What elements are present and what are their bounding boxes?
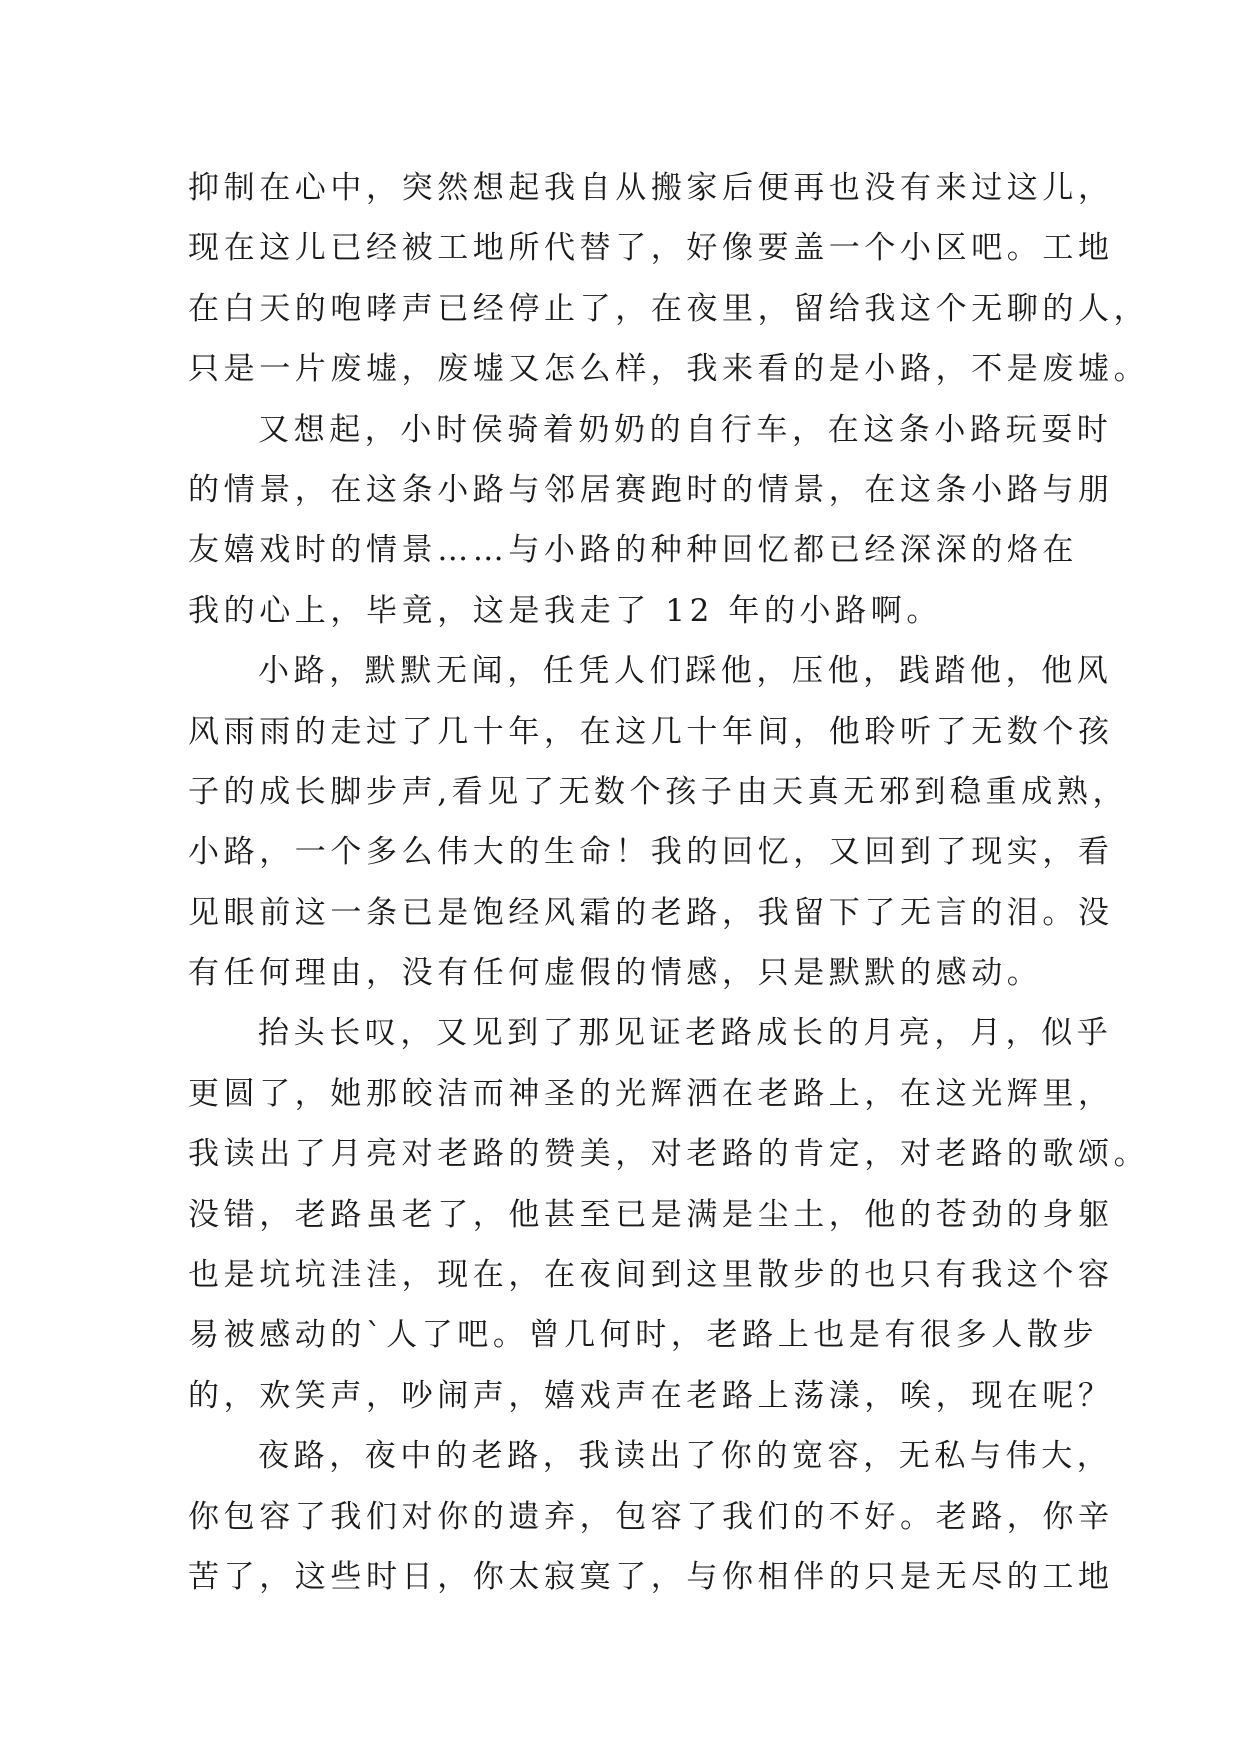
text-line: 易被感动的`人了吧。曾几何时，老路上也是有很多人散步 (188, 1317, 1099, 1354)
text-line: 的情景，在这条小路与邻居赛跑时的情景，在这条小路与朋 (188, 471, 1114, 508)
paragraph-start-line: 夜路，夜中的老路，我读出了你的宽容，无私与伟大， (258, 1438, 1113, 1475)
text-line: 苦了，这些时日，你太寂寞了，与你相伴的只是无尽的工地 (188, 1558, 1114, 1595)
paragraph-start-line: 小路，默默无闻，任凭人们踩他，压他，践踏他，他风 (258, 653, 1113, 690)
text-line: 也是坑坑洼洼，现在，在夜间到这里散步的也只有我这个容 (188, 1257, 1114, 1294)
text-line: 只是一片废墟，废墟又怎么样，我来看的是小路，不是废墟。 (188, 351, 1150, 388)
text-line: 友嬉戏时的情景……与小路的种种回忆都已经深深的烙在 (188, 532, 1078, 569)
text-line: 风雨雨的走过了几十年，在这几十年间，他聆听了无数个孩 (188, 713, 1114, 750)
paragraph-start-line: 又想起，小时侯骑着奶奶的自行车，在这条小路玩耍时 (258, 411, 1113, 448)
text-line: 在白天的咆哮声已经停止了，在夜里，留给我这个无聊的人， (188, 290, 1150, 327)
text-line: 现在这儿已经被工地所代替了，好像要盖一个小区吧。工地 (188, 230, 1114, 267)
text-line: 我的心上，毕竟，这是我走了 12 年的小路啊。 (188, 592, 942, 629)
text-line: 我读出了月亮对老路的赞美，对老路的肯定，对老路的歌颂。 (188, 1136, 1150, 1173)
text-line: 见眼前这一条已是饱经风霜的老路，我留下了无言的泪。没 (188, 894, 1114, 931)
text-line: 有任何理由，没有任何虚假的情感，只是默默的感动。 (188, 955, 1043, 992)
paragraph-start-line: 抬头长叹，又见到了那见证老路成长的月亮，月，似乎 (258, 1015, 1113, 1052)
body-text (188, 158, 1150, 1607)
text-line: 的，欢笑声，吵闹声，嬉戏声在老路上荡漾，唉，现在呢？ (188, 1377, 1114, 1414)
text-line: 没错，老路虽老了，他甚至已是满是尘土，他的苍劲的身躯 (188, 1196, 1114, 1233)
text-line: 更圆了，她那皎洁而神圣的光辉洒在老路上，在这光辉里， (188, 1075, 1114, 1112)
text-line: 子的成长脚步声,看见了无数个孩子由天真无邪到稳重成熟， (188, 773, 1129, 810)
text-line: 你包容了我们对你的遗弃，包容了我们的不好。老路，你辛 (188, 1498, 1114, 1535)
text-line: 抑制在心中，突然想起我自从搬家后便再也没有来过这儿， (188, 170, 1114, 206)
text-line: 小路，一个多么伟大的生命！我的回忆，又回到了现实，看 (188, 834, 1114, 871)
